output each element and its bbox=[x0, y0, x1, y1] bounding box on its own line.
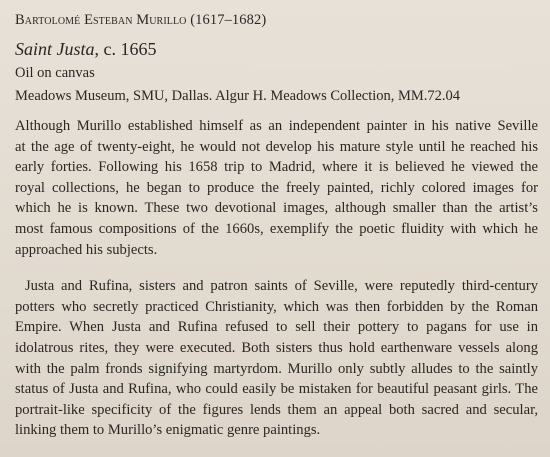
artwork-date: , c. 1665 bbox=[94, 39, 157, 59]
paragraph-line: idolatrous rites, they were executed. Both sisters thus hold earthenware vessels along bbox=[15, 339, 538, 356]
description-paragraph-2 bbox=[15, 276, 538, 441]
paragraph-line: which he is known. These two devotional images, although smaller than the artist’s bbox=[15, 200, 538, 217]
paragraph-line: potters who secretly practiced Christianity, which was then forbidden by the Roman bbox=[15, 298, 538, 315]
paragraph-line: with the palm fronds signifying martyrdom. Murillo only subtly alludes to the saintly bbox=[15, 360, 538, 377]
paragraph-line: status of Justa and Rufina, who could easily be mistaken for beautiful peasant girls. The bbox=[15, 381, 538, 398]
artist-line bbox=[15, 9, 538, 31]
paragraph-line: Justa and Rufina, sisters and patron saints of Seville, were reputedly third-century bbox=[25, 278, 538, 295]
paragraph-line: most famous compositions of the 1660s, exemplify the poetic fluidity with which he bbox=[15, 220, 538, 237]
paragraph-line: royal collections, he began to produce the freely painted, richly colored images for bbox=[15, 179, 538, 196]
paragraph-line: linking them to Murillo’s enigmatic genre paintings. bbox=[15, 422, 321, 439]
artwork-medium: Oil on canvas bbox=[15, 65, 95, 81]
artwork-credit-line: Meadows Museum, SMU, Dallas. Algur H. Meadows Collection, MM.72.04 bbox=[15, 88, 461, 104]
artist-dates: (1617–1682) bbox=[190, 12, 267, 28]
paragraph-line: early forties. Following his 1658 trip to Madrid, where it is believed he viewed the bbox=[15, 159, 538, 176]
paragraph-line: approached his subjects. bbox=[15, 241, 158, 258]
paragraph-line: portrait-like specificity of the figures lends them an appeal both sacred and secular, bbox=[15, 401, 538, 418]
artwork-title-line bbox=[15, 37, 538, 61]
paragraph-line: Although Murillo established himself as an independent painter in his native Seville bbox=[15, 118, 538, 134]
artist-name: Bartolomé Esteban Murillo bbox=[15, 12, 187, 28]
paragraph-line: Empire. When Justa and Rufina refused to sell their pottery to pagans for use in bbox=[15, 319, 538, 336]
description-paragraph-1 bbox=[15, 116, 538, 260]
paragraph-line: at the age of twenty-eight, he would not develop his mature style until he reached his bbox=[15, 138, 538, 155]
artwork-title: Saint Justa bbox=[15, 39, 95, 59]
